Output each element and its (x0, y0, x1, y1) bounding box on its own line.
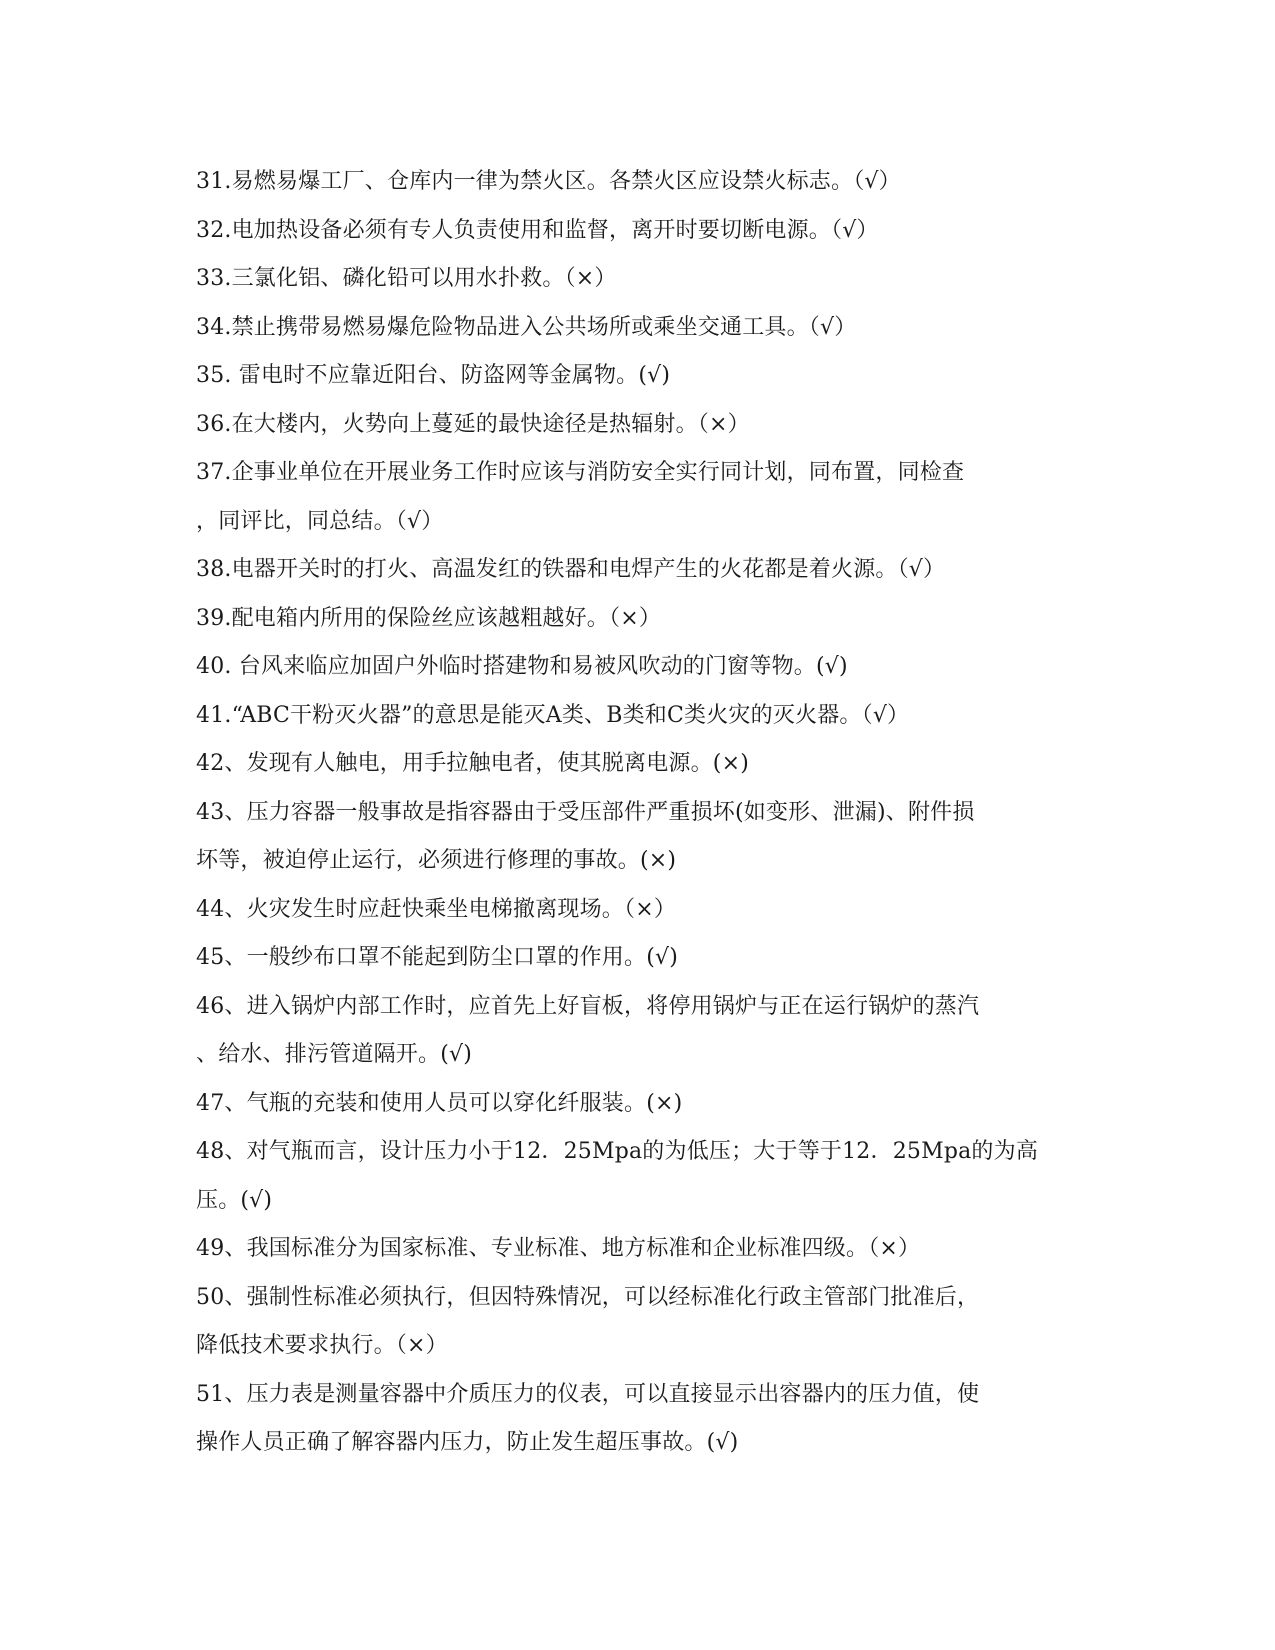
question-line: 34.禁止携带易燃易爆危险物品进入公共场所或乘坐交通工具。（√） (196, 314, 857, 340)
question-line: 36.在大楼内，火势向上蔓延的最快途径是热辐射。（×） (196, 411, 750, 437)
question-line-continuation: ，同评比，同总结。（√） (196, 508, 444, 534)
question-line: 38.电器开关时的打火、高温发红的铁器和电焊产生的火花都是着火源。（√） (196, 557, 946, 582)
question-line: 35. 雷电时不应靠近阳台、防盗网等金属物。(√) (196, 363, 671, 388)
question-line-continuation: 降低技术要求执行。（×） (196, 1333, 448, 1358)
question-list (196, 158, 1086, 1468)
question-line: 33.三氯化铝、磷化铅可以用水扑救。（×） (196, 266, 617, 291)
question-line: 44、火灾发生时应赶快乘坐电梯撤离现场。（×） (196, 896, 677, 922)
question-line: 37.企事业单位在开展业务工作时应该与消防安全实行同计划，同布置，同检查 (196, 460, 965, 485)
question-line: 45、一般纱布口罩不能起到防尘口罩的作用。(√) (196, 945, 678, 970)
question-line-continuation: 、给水、排污管道隔开。(√) (196, 1042, 472, 1067)
question-line: 42、发现有人触电，用手拉触电者，使其脱离电源。(×) (196, 751, 749, 776)
question-line-continuation: 操作人员正确了解容器内压力，防止发生超压事故。(√) (196, 1430, 739, 1455)
question-line: 47、气瓶的充装和使用人员可以穿化纤服装。(×) (196, 1090, 683, 1116)
question-line: 32.电加热设备必须有专人负责使用和监督，离开时要切断电源。（√） (196, 217, 879, 243)
question-line: 46、进入锅炉内部工作时，应首先上好盲板，将停用锅炉与正在运行锅炉的蒸汽 (196, 993, 980, 1019)
question-line-continuation: 坏等，被迫停止运行，必须进行修理的事故。(×) (196, 848, 677, 873)
question-line: 48、对气瓶而言，设计压力小于12．25Mpa的为低压；大于等于12．25Mpa的为高 (196, 1139, 1039, 1164)
question-line: 51、压力表是测量容器中介质压力的仪表，可以直接显示出容器内的压力值，使 (196, 1381, 980, 1407)
question-line: 50、强制性标准必须执行，但因特殊情况，可以经标准化行政主管部门批准后， (196, 1284, 980, 1310)
question-line: 41.“ABC干粉灭火器”的意思是能灭A类、B类和C类火灾的灭火器。（√） (196, 702, 910, 728)
question-line: 40. 台风来临应加固户外临时搭建物和易被风吹动的门窗等物。(√) (196, 654, 848, 679)
question-line: 39.配电箱内所用的保险丝应该越粗越好。（×） (196, 605, 662, 631)
question-line: 31.易燃易爆工厂、仓库内一律为禁火区。各禁火区应设禁火标志。（√） (196, 169, 901, 194)
question-line-continuation: 压。(√) (196, 1187, 273, 1213)
question-line: 43、压力容器一般事故是指容器由于受压部件严重损坏(如变形、泄漏)、附件损 (196, 799, 975, 825)
question-line: 49、我国标准分为国家标准、专业标准、地方标准和企业标准四级。（×） (196, 1236, 921, 1261)
